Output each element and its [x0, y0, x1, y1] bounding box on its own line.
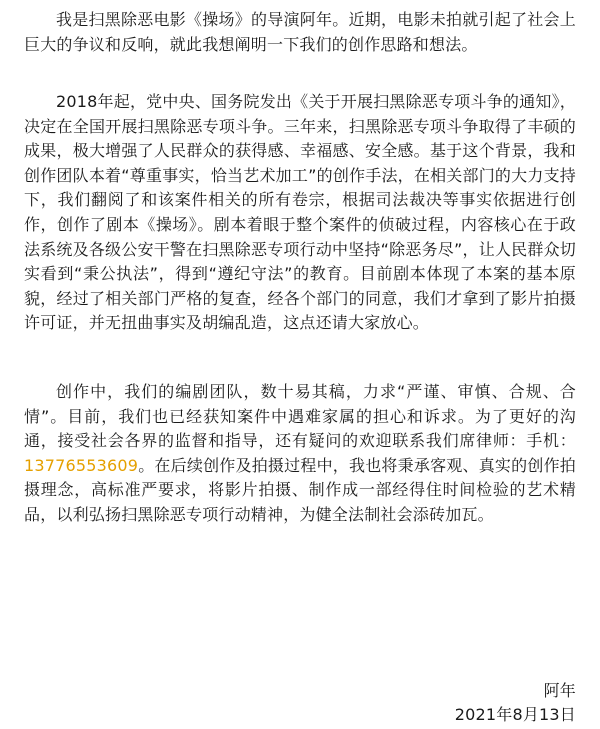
date: 2021年8月13日	[454, 705, 576, 724]
phone-number[interactable]: 13776553609	[24, 455, 139, 475]
paragraph-creation-text-before: 创作中，我们的编剧团队，数十易其稿，力求“严谨、审慎、合规、合情”。目前，我们也已经获知案件中遇难家属的担心和诉求。为了更好的沟通，接受社会各界的监督和指导，还有疑问的欢迎联系我们席律师：手机：	[24, 382, 576, 451]
paragraph-intro: 我是扫黑除恶电影《操场》的导演阿年。近期，电影未拍就引起了社会上巨大的争议和反响，就此我想阐明一下我们的创作思路和想法。	[24, 10, 576, 54]
signature: 阿年	[543, 681, 576, 700]
paragraph-creation	[24, 380, 576, 528]
paragraph-background: 2018年起，党中央、国务院发出《关于开展扫黑除恶专项斗争的通知》，决定在全国开展扫黑除恶专项斗争。三年来，扫黑除恶专项斗争取得了丰硕的成果，极大增强了人民群众的获得感、幸福感、安全感。基于这个背景，我和创作团队本着“尊重事实，恰当艺术加工”的创作手法，在相关部门的大力支持下，我们翻阅了和该案件相关的所有卷宗，根据司法裁决等事实依据进行创作，创作了剧本《操场》。剧本着眼于整个案件的侦破过程，内容核心在于政法系统及各级公安干警在扫黑除恶专项行动中坚持“除恶务尽”，让人民群众切实看到“秉公执法”，得到“遵纪守法”的教育。目前剧本体现了本案的基本原貌，经过了相关部门严格的复查，经各个部门的同意，我们才拿到了影片拍摄许可证，并无扭曲事实及胡编乱造，这点还请大家放心。	[24, 92, 576, 333]
paragraph-creation-text-after: 。在后续创作及拍摄过程中，我也将秉承客观、真实的创作拍摄理念，高标准严要求，将影片拍摄、制作成一部经得住时间检验的艺术精品，以利弘扬扫黑除恶专项行动精神，为健全法制社会添砖加瓦。	[24, 455, 576, 524]
